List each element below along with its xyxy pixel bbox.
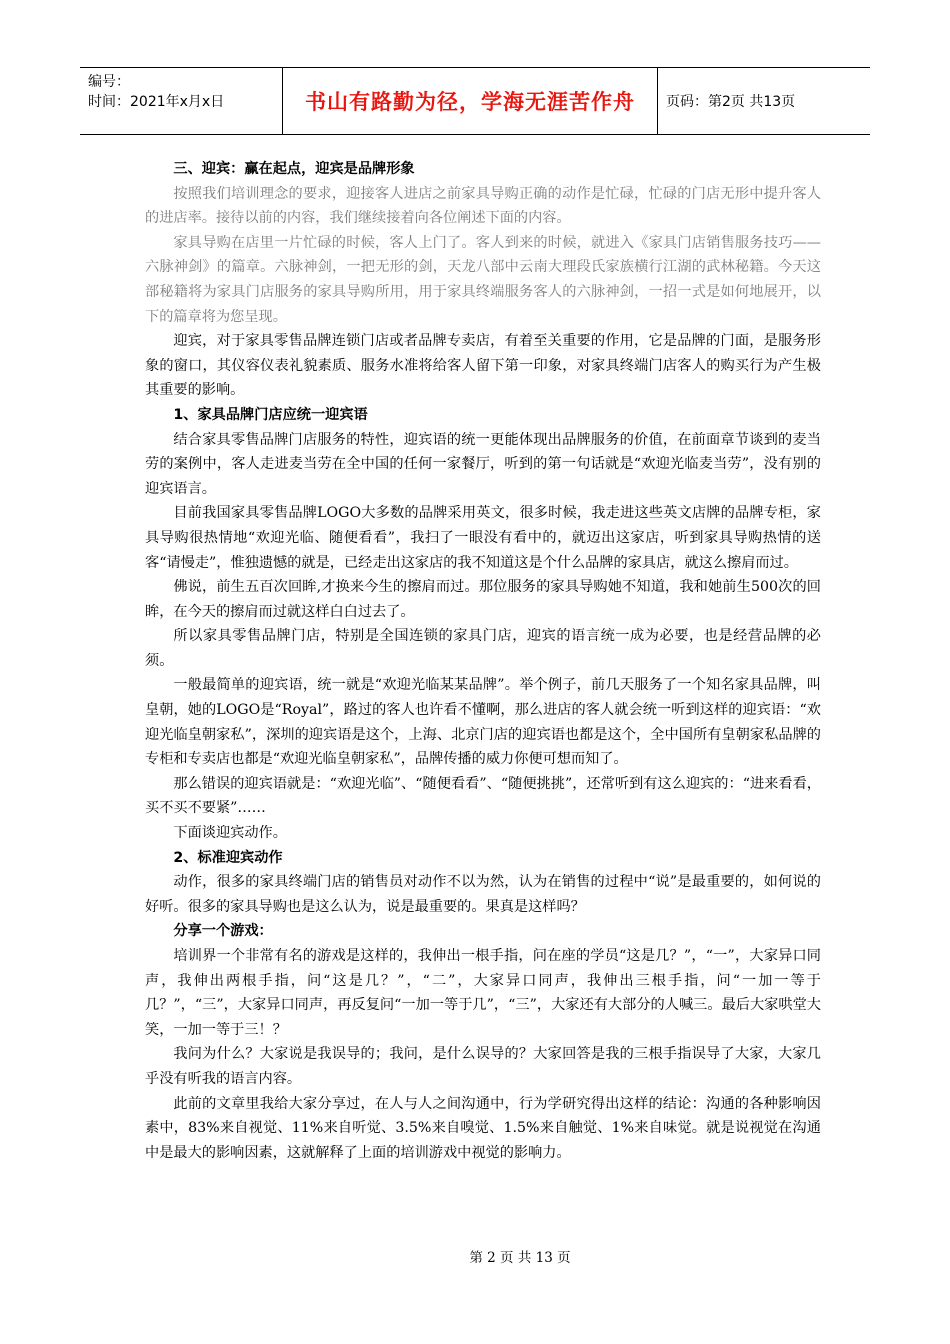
paragraph: 那么错误的迎宾语就是：“欢迎光临”、“随便看看”、“随便挑挑”，还常听到有这么迎宾的：“进来看看，买不买不要紧”…… — [145, 775, 821, 817]
doc-date-label: 时间：2021年x月x日 — [88, 94, 225, 110]
paragraph: 我问为什么？大家说是我误导的；我问，是什么误导的？大家回答是我的三根手指误导了大家，大家几乎没有听我的语言内容。 — [145, 1046, 821, 1087]
paragraph: 迎宾，对于家具零售品牌连锁门店或者品牌专卖店，有着至关重要的作用，它是品牌的门面，是服务形象的窗口，其仪容仪表礼貌素质、服务水准将给客人留下第一印象，对家具终端门店客人的购买行为产生极其重要的影响。 — [145, 333, 821, 399]
paragraph: 一般最简单的迎宾语，统一就是“欢迎光临某某品牌”。举个例子，前几天服务了一个知名家具品牌，叫皇朝，她的LOGO是“Royal”，路过的客人也许看不懂啊，那么进店的客人就会统一听到这样的迎宾语：“欢迎光临皇朝家私”，深圳的迎宾语是这个，上海、北京门店的迎宾语也都是这个，全中国所有皇朝家私品牌的专柜和专卖店也都是“欢迎光临皇朝家私”，品牌传播的威力你便可想而知了。 — [145, 677, 821, 768]
paragraph: 动作，很多的家具终端门店的销售员对动作不以为然，认为在销售的过程中“说”是最重要的，如何说的好听。很多的家具导购也是这么认为，说是最重要的。果真是这样吗？ — [145, 874, 821, 915]
page-footer: 第 2 页 共 13 页 — [469, 1250, 571, 1266]
paragraph: 按照我们培训理念的要求，迎接客人进店之前家具导购正确的动作是忙碌，忙碌的门店无形中提升客人的进店率。接待以前的内容，我们继续接着向各位阐述下面的内容。 — [145, 185, 821, 227]
document-body — [145, 157, 821, 1165]
page-header — [80, 67, 870, 135]
paragraph: 培训界一个非常有名的游戏是这样的，我伸出一根手指，问在座的学员“这是几？”，“一”，大家异口同声，我伸出两根手指，问“这是几？”，“二”，大家异口同声，我伸出三根手指，问“一加一等于几？”，“三”，大家异口同声，再反复问“一加一等于几”，“三”，大家还有大部分的人喊三。最后大家哄堂大笑，一加一等于三！？ — [145, 948, 821, 1038]
paragraph: 此前的文章里我给大家分享过，在人与人之间沟通中，行为学研究得出这样的结论：沟通的各种影响因素中，83%来自视觉、11%来自听觉、3.5%来自嗅觉、1.5%来自触觉、1%来自味觉。就是说视觉在沟通中是最大的影响因素，这就解释了上面的培训游戏中视觉的影响力。 — [145, 1095, 821, 1161]
paragraph: 下面谈迎宾动作。 — [173, 825, 287, 842]
paragraph: 结合家具零售品牌门店服务的特性，迎宾语的统一更能体现出品牌服务的价值，在前面章节谈到的麦当劳的案例中，客人走进麦当劳在全中国的任何一家餐厅，听到的第一句话就是“欢迎光临麦当劳”，没有别的迎宾语言。 — [145, 431, 821, 497]
paragraph: 家具导购在店里一片忙碌的时候，客人上门了。客人到来的时候，就进入《家具门店销售服务技巧——六脉神剑》的篇章。六脉神剑，一把无形的剑，天龙八部中云南大理段氏家族横行江湖的武林秘籍。今天这部秘籍将为家具门店服务的家具导购所用，用于家具终端服务客人的六脉神剑，一招一式是如何地展开，以下的篇章将为您呈现。 — [145, 234, 821, 325]
subsection-title: 分享一个游戏： — [173, 923, 273, 940]
header-motto: 书山有路勤为径，学海无涯苦作舟 — [283, 68, 658, 134]
paragraph: 目前我国家具零售品牌LOGO大多数的品牌采用英文，很多时候，我走进这些英文店牌的品牌专柜，家具导购很热情地“欢迎光临、随便看看”，我扫了一眼没有看中的，就迈出这家店，听到家具导购热情的送客“请慢走”，惟独遗憾的就是，已经走出这家店的我不知道这是个什么品牌的家具店，就这么擦肩而过。 — [145, 505, 821, 571]
section-title: 三、迎宾：赢在起点，迎宾是品牌形象 — [173, 161, 415, 177]
header-meta — [80, 68, 283, 134]
paragraph: 佛说，前生五百次回眸,才换来今生的擦肩而过。那位服务的家具导购她不知道，我和她前生500次的回眸，在今天的擦肩而过就这样白白过去了。 — [145, 579, 821, 620]
header-page-label: 页码：第2页 共13页 — [666, 94, 796, 110]
paragraph: 所以家具零售品牌门店，特别是全国连锁的家具门店，迎宾的语言统一成为必要，也是经营品牌的必须。 — [145, 628, 821, 669]
subsection-title: 2、标准迎宾动作 — [173, 849, 283, 866]
subsection-title: 1、家具品牌门店应统一迎宾语 — [173, 406, 368, 423]
doc-number-label: 编号： — [88, 74, 130, 90]
